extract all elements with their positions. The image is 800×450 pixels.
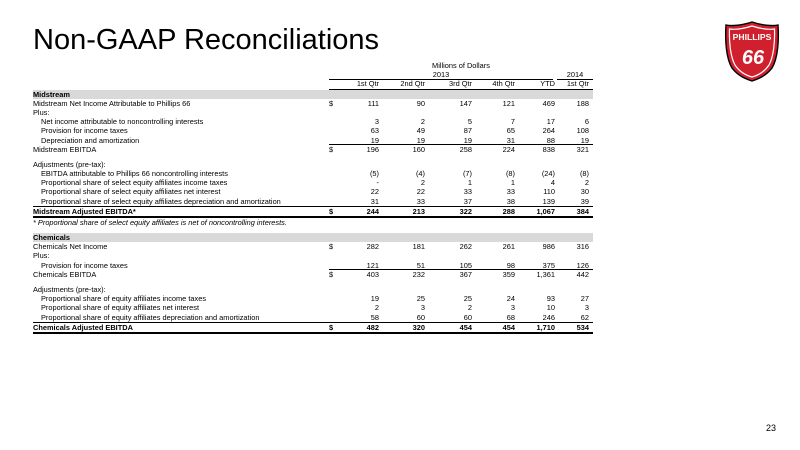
table-row: Proportional share of equity affiliates income taxes 19 25 25 24 93 27 <box>41 294 589 304</box>
table-row: Net income attributable to noncontrolling interests 3 2 5 7 17 6 <box>41 117 589 127</box>
table-row: Provision for income taxes 63 49 87 65 264 108 <box>41 126 589 136</box>
section-header-midstream: Midstream <box>33 90 593 99</box>
col-q3-2013: 3rd Qtr <box>449 78 472 88</box>
page-title: Non-GAAP Reconciliations <box>33 24 380 56</box>
col-q1-2013: 1st Qtr <box>356 78 379 88</box>
table-row: Chemicals Net Income $ 282 181 262 261 986 316 <box>33 242 589 252</box>
section-header-chemicals: Chemicals <box>33 233 593 242</box>
table-row: Midstream Net Income Attributable to Phillips 66 $ 111 90 147 121 469 188 <box>33 98 589 108</box>
table-row: Adjustments (pre-tax): <box>33 159 106 169</box>
table-row: Proportional share of select equity affiliates income taxes - 2 1 1 4 2 <box>41 178 589 188</box>
logo-number: 66 <box>741 47 765 69</box>
col-q1-2014: 1st Qtr <box>566 78 589 88</box>
footnote: * Proportional share of select equity affiliates is net of noncontrolling interests. <box>33 217 287 227</box>
table-row: EBITDA attributable to Phillips 66 noncontrolling interests (5) (4) (7) (8) (24) (8) <box>41 169 589 179</box>
page-number: 23 <box>765 423 776 433</box>
table-row: Plus: <box>33 107 50 117</box>
year-2014: 2014 <box>557 71 593 80</box>
units-header <box>33 62 593 71</box>
table-row: Proportional share of select equity affiliates depreciation and amortization 31 33 37 38 139 39 <box>41 196 589 206</box>
table-row: Proportional share of equity affiliates depreciation and amortization 58 60 60 68 246 62 <box>41 312 589 322</box>
reconciliation-table <box>33 62 593 334</box>
table-row: Proportional share of select equity affiliates net interest 22 22 33 33 110 30 <box>41 187 589 197</box>
table-row: Provision for income taxes 121 51 105 98 375 126 <box>41 260 589 270</box>
col-q4-2013: 4th Qtr <box>492 78 515 88</box>
table-row-subtotal: Chemicals EBITDA $ 403 232 367 359 1,361 442 <box>33 270 593 279</box>
phillips-66-logo <box>722 20 782 82</box>
units-label: Millions of Dollars <box>432 61 490 70</box>
logo-top-text: PHILLIPS <box>732 32 772 42</box>
table-row: Depreciation and amortization 19 19 19 31 88 19 <box>41 135 589 145</box>
table-row-total: Chemicals Adjusted EBITDA $ 482 320 454 454 1,710 534 <box>33 322 593 334</box>
table-row: Proportional share of equity affiliates net interest 2 3 2 3 10 3 <box>41 303 589 313</box>
table-row: Plus: <box>33 251 50 261</box>
table-row-subtotal: Midstream EBITDA $ 196 160 258 224 838 321 <box>33 145 593 154</box>
table-row: Adjustments (pre-tax): <box>33 284 106 294</box>
year-2013: 2013 <box>329 71 553 80</box>
table-row-total: Midstream Adjusted EBITDA* $ 244 213 322 288 1,067 384 <box>33 206 593 218</box>
col-q2-2013: 2nd Qtr <box>400 78 425 88</box>
col-ytd-2013: YTD <box>540 78 555 88</box>
column-header <box>33 80 593 90</box>
